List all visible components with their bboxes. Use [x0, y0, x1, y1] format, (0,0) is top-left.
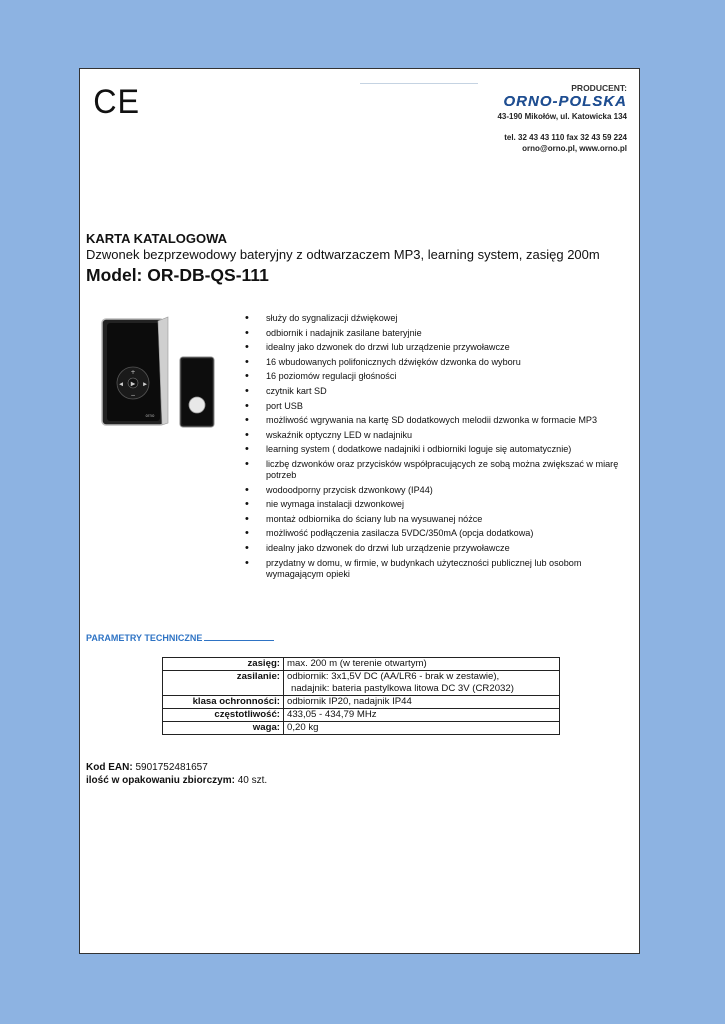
qty-label: ilość w opakowaniu zbiorczym:	[86, 775, 235, 786]
ean-label: Kod EAN:	[86, 762, 133, 773]
list-item: • odbiornik i nadajnik zasilane bateryjnie	[244, 328, 634, 339]
list-item: • wskaźnik optyczny LED w nadajniku	[244, 430, 634, 441]
params-heading-underline	[204, 632, 274, 641]
list-item: • idealny jako dzwonek do drzwi lub urządzenie przywoławcze	[244, 543, 634, 554]
document-title: KARTA KATALOGOWA	[86, 231, 228, 246]
list-item: • służy do sygnalizacji dźwiękowej	[244, 313, 634, 324]
previous-icon: ◀	[119, 381, 123, 388]
document-subtitle: Dzwonek bezprzewodowy bateryjny z odtwarzaczem MP3, learning system, zasięg 200m	[86, 247, 600, 262]
product-image	[96, 313, 226, 433]
document-model: Model: OR-DB-QS-111	[86, 265, 269, 285]
producer-block	[497, 83, 627, 154]
producer-phone: tel. 32 43 43 110 fax 32 43 59 224	[504, 133, 627, 142]
feature-list	[244, 313, 634, 583]
spec-value-line: nadajnik: bateria pastylkowa litowa DC 3V (CR2032)	[291, 683, 514, 694]
list-item: • czytnik kart SD	[244, 386, 634, 397]
spec-table	[162, 657, 560, 735]
plus-icon: +	[130, 369, 136, 376]
params-heading	[86, 632, 274, 643]
spec-value: 0,20 kg	[284, 722, 560, 735]
list-item: • idealny jako dzwonek do drzwi lub urządzenie przywoławcze	[244, 342, 634, 353]
spec-value: max. 200 m (w terenie otwartym)	[284, 658, 560, 671]
list-item: • liczbę dzwonków oraz przycisków współpracujących ze sobą można zwiększać w miarę potrzeb	[244, 459, 634, 481]
receiver-brand: orno	[145, 413, 155, 418]
table-row	[163, 696, 560, 709]
list-item: • 16 wbudowanych polifonicznych dźwięków dzwonka do wyboru	[244, 357, 634, 368]
table-row	[163, 658, 560, 671]
receiver-unit	[102, 317, 168, 425]
document-heading	[86, 231, 631, 286]
list-item: • wodoodporny przycisk dzwonkowy (IP44)	[244, 485, 634, 496]
table-row	[163, 722, 560, 735]
params-heading-label: PARAMETRY TECHNICZNE	[86, 633, 203, 643]
spec-value: odbiornik IP20, nadajnik IP44	[284, 696, 560, 709]
table-row	[163, 671, 560, 696]
transmitter-button-unit	[180, 357, 214, 427]
footer-info	[86, 761, 267, 787]
spec-value: 433,05 - 434,79 MHz	[284, 709, 560, 722]
list-item: • nie wymaga instalacji dzwonkowej	[244, 499, 634, 510]
ean-value: 5901752481657	[135, 762, 208, 773]
list-item: • przydatny w domu, w firmie, w budynkach użyteczności publicznej lub osobom wymagającym opieki	[244, 558, 634, 580]
ean-line	[86, 761, 267, 774]
play-pause-icon: ▶	[130, 380, 136, 388]
list-item: • port USB	[244, 401, 634, 412]
producer-label: PRODUCENT:	[571, 83, 627, 93]
list-item: • learning system ( dodatkowe nadajniki i odbiorniki loguje się automatycznie)	[244, 444, 634, 455]
list-item: • możliwość wgrywania na kartę SD dodatkowych melodii dzwonka w formacie MP3	[244, 415, 634, 426]
qty-line	[86, 774, 267, 787]
orno-polska-logo: ORNO-POLSKA	[503, 93, 627, 110]
catalog-sheet	[79, 68, 640, 954]
list-item: • możliwość podłączenia zasilacza 5VDC/350mA (opcja dodatkowa)	[244, 528, 634, 539]
next-icon: ▶	[143, 381, 147, 388]
minus-icon: −	[130, 392, 136, 399]
spec-key: częstotliwość:	[163, 709, 284, 722]
qty-value: 40 szt.	[237, 775, 268, 786]
list-item: • 16 poziomów regulacji głośności	[244, 371, 634, 382]
spec-key: waga:	[163, 722, 284, 735]
producer-web: orno@orno.pl, www.orno.pl	[522, 144, 627, 153]
list-item: • montaż odbiornika do ściany lub na wysuwanej nóżce	[244, 514, 634, 525]
spec-value-line: odbiornik: 3x1,5V DC (AA/LR6 - brak w zestawie),	[287, 671, 500, 682]
spec-value	[284, 671, 560, 696]
spec-key: zasięg:	[163, 658, 284, 671]
table-row	[163, 709, 560, 722]
producer-address: 43-190 Mikołów, ul. Katowicka 134	[497, 112, 627, 121]
header-rule	[360, 83, 478, 84]
ce-mark-logo: CE	[93, 83, 141, 121]
spec-key: zasilanie:	[163, 671, 284, 696]
spec-key: klasa ochronności:	[163, 696, 284, 709]
